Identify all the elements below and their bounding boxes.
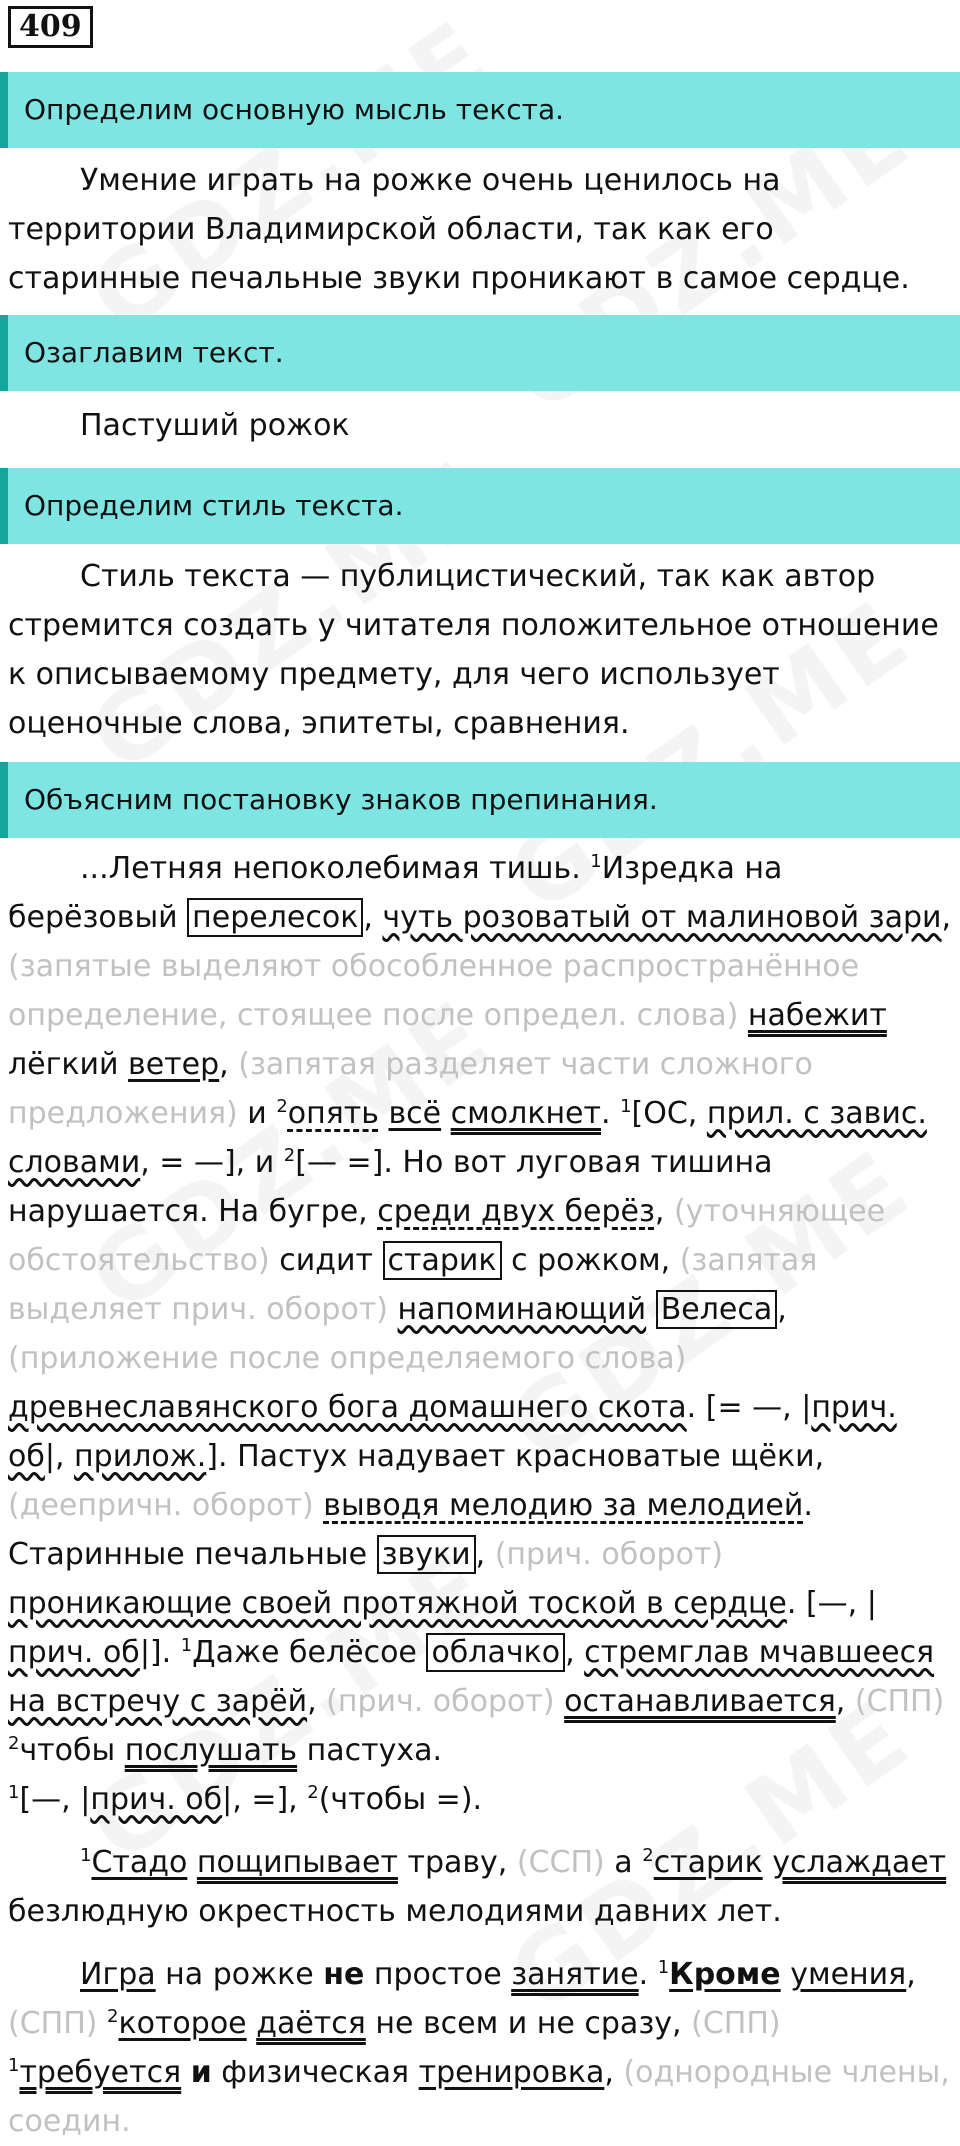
text: ...Летняя непоколебимая тишь. <box>80 851 591 886</box>
participle-phrase: стремглав мчавшееся на встречу с зарёй <box>8 1635 935 1719</box>
text: . [—, | <box>786 1586 877 1621</box>
part-index: 2 <box>283 1145 296 1166</box>
text: . <box>638 1957 658 1992</box>
text: чтобы <box>19 1733 125 1768</box>
text: , <box>219 1047 239 1082</box>
predicate: набежит <box>747 998 887 1033</box>
comment: (запятая разделяет части сложного предложения) <box>8 1047 813 1131</box>
text: , <box>941 900 952 935</box>
part-index: 1 <box>657 1957 670 1978</box>
comment: (СПП) <box>691 2006 781 2041</box>
text: Изредка на берёзовый <box>8 851 783 935</box>
title-text: Пастуший рожок <box>80 408 350 443</box>
style-text: Стиль текста — публицистический, так как автор стремится создать у читателя положительное отношение к описываемому предмету, для чего использует оценочные слова, эпитеты, сравнения. <box>8 559 939 741</box>
part-index: 1 <box>180 1635 193 1656</box>
scheme-note: прич. об <box>8 1635 140 1670</box>
comment: (ССП) <box>516 1845 605 1880</box>
subject: Игра <box>80 1957 156 1992</box>
task-number: 409 <box>8 6 93 48</box>
text: , <box>475 1537 495 1572</box>
text: [—, | <box>19 1782 91 1817</box>
text: , <box>307 1684 327 1719</box>
text <box>555 1684 565 1719</box>
comment: (запятая выделяет прич. оборот) <box>8 1243 818 1327</box>
analysis-paragraph-2 <box>8 1838 952 1936</box>
text: на рожке <box>155 1957 324 1992</box>
comment: (СПП) <box>854 1684 945 1719</box>
text: , <box>565 1635 585 1670</box>
scheme-note: прилож. <box>74 1439 207 1474</box>
task-number-row <box>8 6 952 54</box>
word-velesa: Велеса <box>656 1290 778 1329</box>
text: |, =], <box>222 1782 308 1817</box>
text: Даже белёсое <box>192 1635 427 1670</box>
text: лёгкий <box>8 1047 129 1082</box>
text: , <box>604 2055 624 2090</box>
analysis-paragraph-3 <box>8 1950 952 2146</box>
predicate: пощипывает <box>196 1845 398 1880</box>
participle: напоминающий <box>397 1292 647 1327</box>
subject: которое <box>118 2006 247 2041</box>
part-index: 1 <box>620 1096 632 1117</box>
text: с рожком, <box>501 1243 680 1278</box>
text: , <box>906 1957 916 1992</box>
predicate: даётся <box>256 2006 366 2041</box>
subject: умения <box>790 1957 907 1992</box>
text: , <box>835 1684 855 1719</box>
text: |, <box>44 1439 75 1474</box>
part-index: 1 <box>8 2055 20 2076</box>
heading-title: Озаглавим текст. <box>0 315 960 391</box>
text: физическая <box>211 2055 419 2090</box>
text: [ОС, <box>631 1096 707 1131</box>
participle-phrase: чуть розоватый от малиновой зари <box>382 900 942 935</box>
text: пастуха. <box>297 1733 443 1768</box>
word-perelesok: перелесок <box>187 898 363 937</box>
adverbial-phrase: выводя мелодию за мелодией <box>323 1488 804 1523</box>
word-starik: старик <box>383 1241 502 1280</box>
text <box>646 1292 656 1327</box>
text <box>738 998 748 1033</box>
predicate: занятие <box>511 1957 639 1992</box>
scheme-note: прич. об <box>90 1782 223 1817</box>
text: , <box>777 1292 787 1327</box>
predicate: смолкнет <box>450 1096 601 1131</box>
text: траву, <box>397 1845 517 1880</box>
comment: (прич. оборот) <box>494 1537 724 1572</box>
comment: (уточняющее обстоятельство) <box>8 1194 886 1278</box>
preposition: Кроме <box>669 1957 781 1992</box>
predicate: останавливается <box>564 1684 836 1719</box>
subject: тренировка <box>418 2055 605 2090</box>
heading-punctuation: Объясним постановку знаков препинания. <box>0 762 960 838</box>
part-index: 1 <box>80 1845 92 1866</box>
heading-main-idea: Определим основную мысль текста. <box>0 72 960 148</box>
bold-conjunction: и <box>190 2055 212 2090</box>
heading-style: Определим стиль текста. <box>0 468 960 544</box>
scheme-note: прил. с завис. словами <box>8 1096 927 1180</box>
subject: всё <box>388 1096 442 1131</box>
text: . Старинные печальные <box>8 1488 813 1572</box>
document <box>8 6 952 2146</box>
text: [— =]. Но вот луговая тишина нарушается. На бугре, <box>8 1145 773 1229</box>
text <box>181 2055 191 2090</box>
text <box>763 1845 773 1880</box>
adverbial: среди двух берёз <box>377 1194 655 1229</box>
text <box>388 1292 398 1327</box>
predicate: услаждает <box>772 1845 947 1880</box>
predicate: послушать <box>124 1733 298 1768</box>
subject: ветер <box>128 1047 220 1082</box>
text: . [= —, | <box>686 1390 812 1425</box>
appositive: древнеславянского бога домашнего скота <box>8 1390 687 1425</box>
part-index: 2 <box>8 1733 20 1754</box>
subject: старик <box>653 1845 763 1880</box>
part-index: 2 <box>642 1845 654 1866</box>
text: ]. Пастух надувает красноватые щёки, <box>206 1439 825 1474</box>
text: не всем и не сразу, <box>365 2006 692 2041</box>
text: , <box>654 1194 674 1229</box>
bold-particle: не <box>323 1957 365 1992</box>
text <box>314 1488 324 1523</box>
text <box>781 1957 791 1992</box>
text: и <box>237 1096 277 1131</box>
subject: Стадо <box>91 1845 188 1880</box>
comment: (СПП) <box>8 2006 98 2041</box>
text: (чтобы =). <box>318 1782 483 1817</box>
participle-phrase: проникающие своей протяжной тоской в сердце <box>8 1586 787 1621</box>
text: . <box>601 1096 621 1131</box>
text <box>187 1845 197 1880</box>
part-index: 2 <box>107 2006 119 2027</box>
text: , = —], и <box>140 1145 284 1180</box>
text: , <box>363 900 383 935</box>
comment: (деепричн. оборот) <box>8 1488 314 1523</box>
analysis-paragraph-1 <box>8 844 952 1824</box>
text: |]. <box>139 1635 181 1670</box>
adverbial: опять <box>287 1096 379 1131</box>
comment: (прич. оборот) <box>326 1684 555 1719</box>
text: а <box>604 1845 643 1880</box>
text <box>97 2006 107 2041</box>
text: сидит <box>269 1243 383 1278</box>
part-index: 1 <box>8 1782 20 1803</box>
comment: (запятые выделяют обособленное распространённое определение, стоящее после определ. слова) <box>8 949 860 1033</box>
text: простое <box>364 1957 512 1992</box>
part-index: 1 <box>590 851 602 872</box>
part-index: 2 <box>307 1782 319 1803</box>
text <box>247 2006 257 2041</box>
main-idea-text: Умение играть на рожке очень ценилось на территории Владимирской области, так как его старинные печальные звуки проникают в самое сердце. <box>8 163 910 296</box>
text: безлюдную окрестность мелодиями давних лет. <box>8 1894 782 1929</box>
comment: (однородные члены, соедин. <box>8 2055 950 2139</box>
text <box>441 1096 451 1131</box>
word-zvuki: звуки <box>377 1535 476 1574</box>
predicate: требуется <box>19 2055 182 2090</box>
comment: (приложение после определяемого слова) <box>8 1341 687 1376</box>
word-oblachko: облачко <box>426 1633 565 1672</box>
scheme-note: прич. об <box>8 1390 897 1474</box>
part-index: 2 <box>276 1096 288 1117</box>
